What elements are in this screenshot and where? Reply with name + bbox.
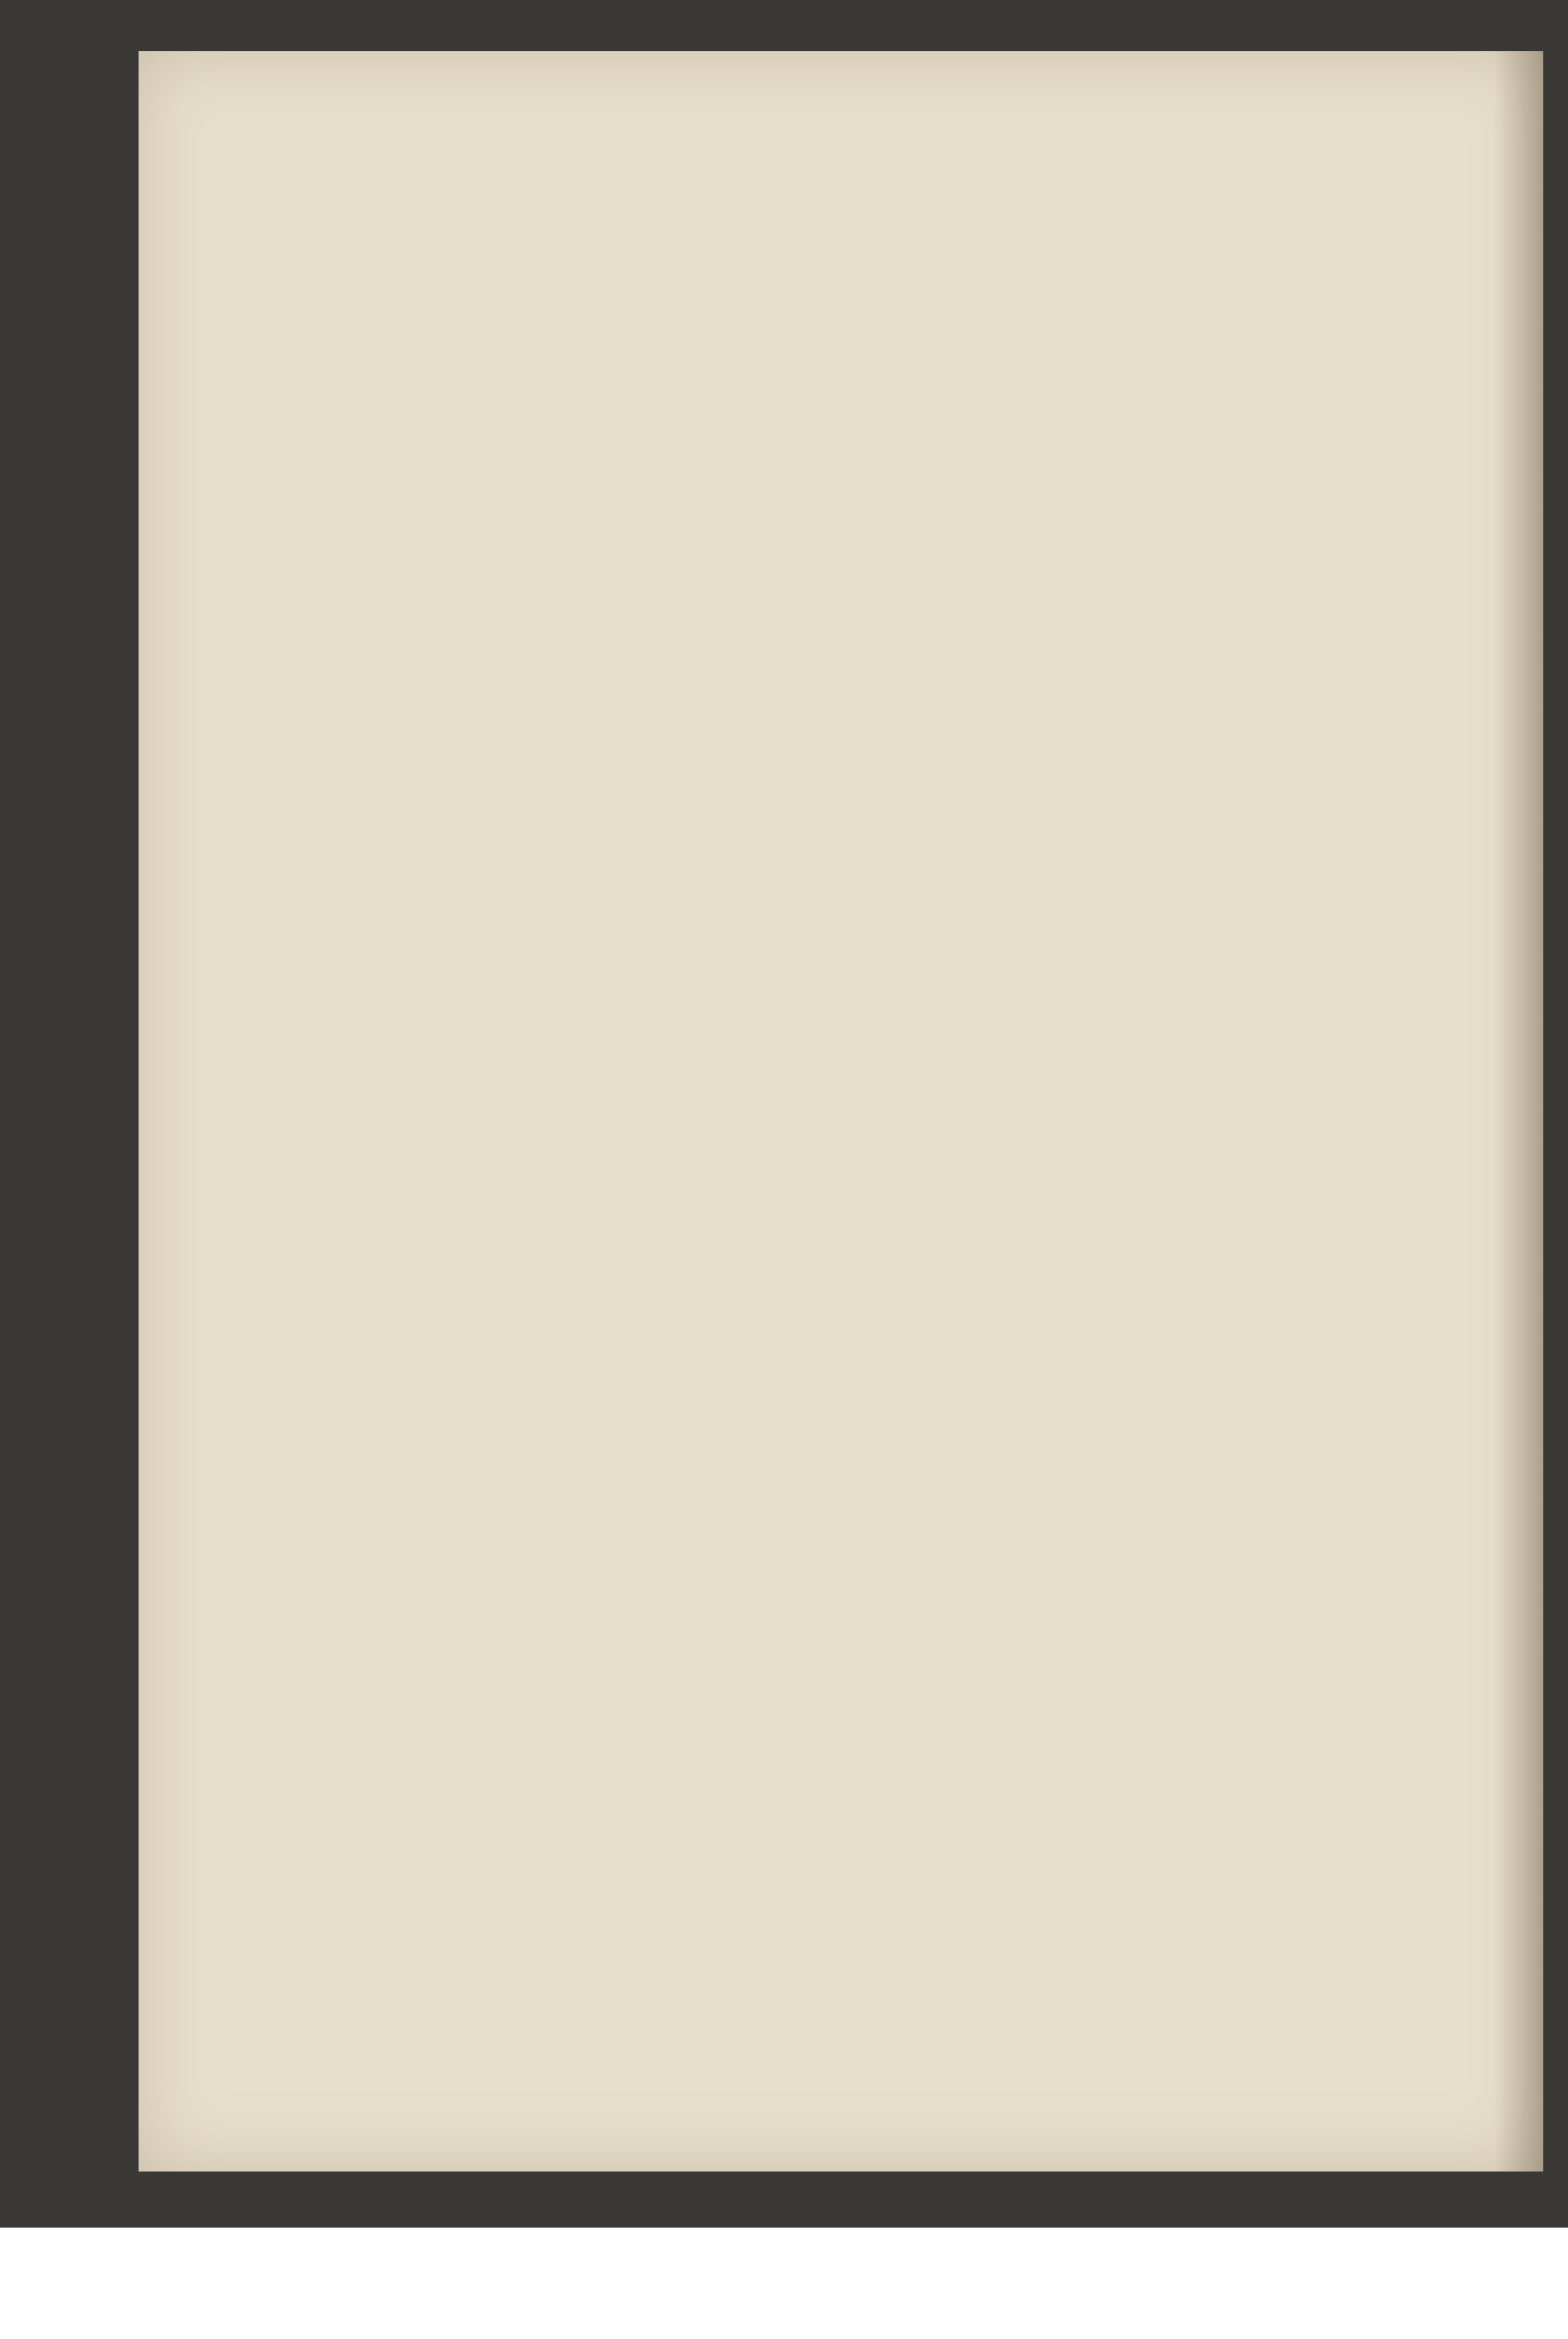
proverb-section-top (148, 314, 1353, 1172)
page-edge-shadow (1494, 51, 1543, 2172)
proverb-section-bottom (148, 1196, 1353, 2087)
image-caption (0, 2228, 1568, 2339)
